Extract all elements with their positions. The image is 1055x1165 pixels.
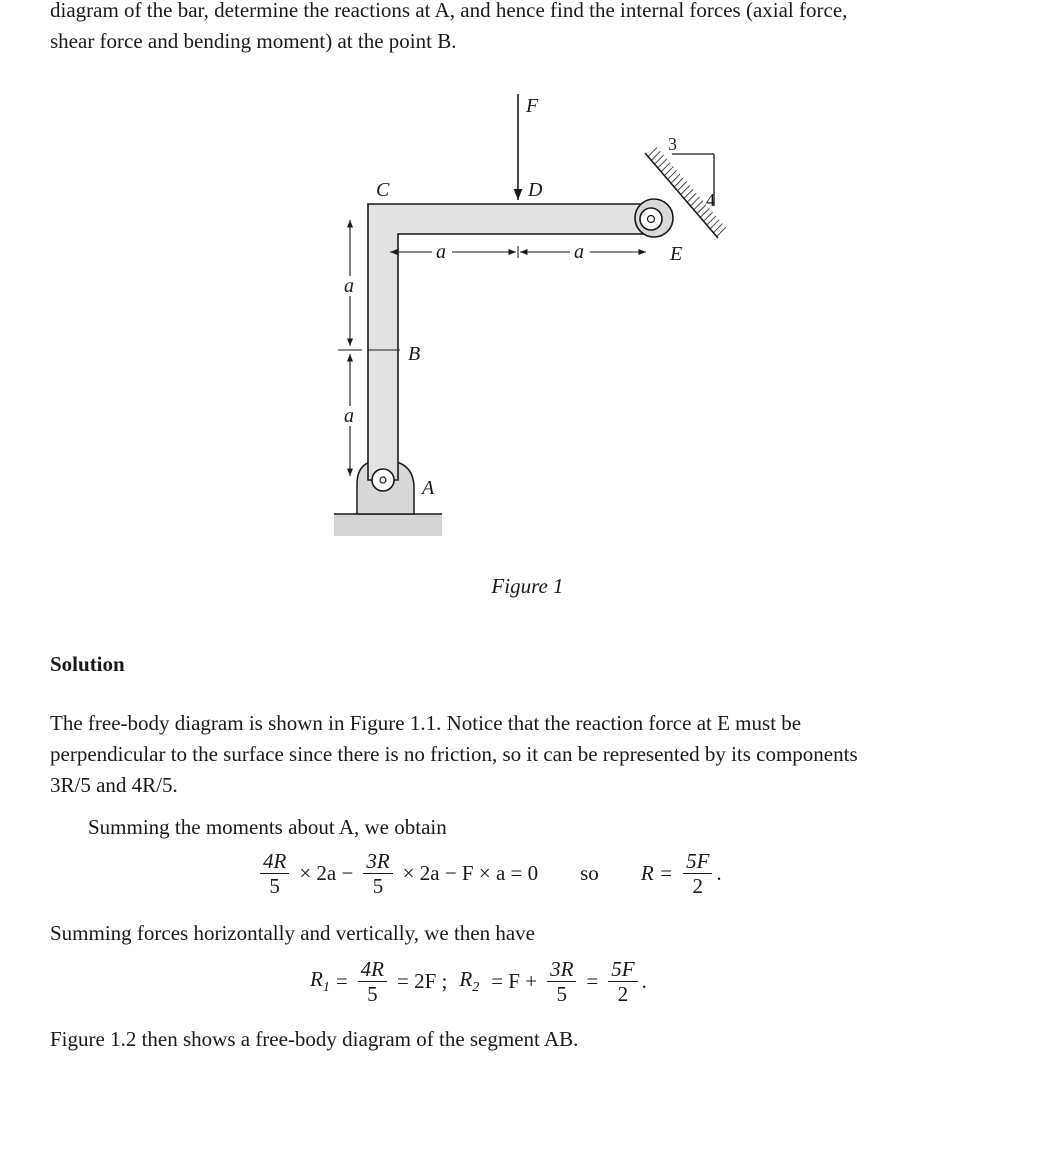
roller-e-inner (648, 216, 655, 223)
eq2-fraction-2 (547, 958, 576, 1005)
para1-line-3: 3R/5 and 4R/5. (50, 773, 178, 797)
eq1-f2-den: 5 (372, 874, 384, 898)
figure-1-diagram (320, 88, 740, 548)
intro-line-2: shear force and bending moment) at the point B. (50, 29, 457, 53)
label-f: F (526, 95, 539, 117)
eq1-f1-num: 4R (260, 850, 289, 874)
eq1-f2-num: 3R (363, 850, 392, 874)
solution-paragraph-1 (50, 708, 1002, 801)
eq2-f2-den: 5 (556, 982, 567, 1006)
eq1-so: so (580, 861, 599, 885)
eq1-fraction-1 (260, 850, 289, 897)
eq2-r2: $R_2$ (459, 966, 480, 996)
eq2-eq-b: = F + (491, 969, 538, 993)
eq1-term-2: × 2a − F × a = 0 (402, 861, 539, 885)
solution-paragraph-4: Figure 1.2 then shows a free-body diagram of the segment AB. (50, 1027, 579, 1051)
label-slope-run: 3 (668, 134, 677, 154)
eq2-eq-a: = (335, 969, 348, 993)
eq2-r1: $R_1$ (310, 966, 330, 996)
label-e: E (670, 243, 683, 265)
eq1-f3-num: 5F (683, 850, 712, 874)
label-c: C (376, 179, 390, 201)
eq2-f3-num: 5F (608, 958, 637, 982)
eq1-end: . (716, 861, 722, 885)
eq2-f3-den: 2 (617, 982, 629, 1006)
l-shaped-bar (368, 204, 650, 480)
eq2-f2-num: 3R (547, 958, 576, 982)
solution-paragraph-2: Summing the moments about A, we obtain (88, 815, 447, 839)
label-dim-a-vertical-1: a (344, 275, 354, 297)
solution-paragraph-3: Summing forces horizontally and vertically, we then have (50, 921, 535, 945)
label-slope-rise: 4 (706, 190, 715, 210)
eq1-f1-den: 5 (269, 874, 280, 898)
pin-a-inner (380, 477, 386, 483)
eq1-fraction-2 (363, 850, 392, 897)
force-equations (310, 958, 647, 1005)
label-dim-a-horizontal-2: a (574, 241, 584, 263)
label-b: B (408, 343, 421, 365)
label-dim-a-horizontal-1: a (436, 241, 446, 263)
eq2-fraction-1 (358, 958, 387, 1005)
figure-caption: Figure 1 (491, 574, 564, 598)
eq2-end: . (641, 969, 647, 993)
label-a: A (422, 477, 435, 499)
label-d: D (528, 179, 543, 201)
problem-statement (50, 0, 1010, 57)
eq2-f1-den: 5 (367, 982, 378, 1006)
label-dim-a-vertical-2: a (344, 405, 354, 427)
para1-line-2: perpendicular to the surface since there is no friction, so it can be represented by its components (50, 742, 858, 766)
eq2-fraction-3 (608, 958, 637, 1005)
intro-line-1: diagram of the bar, determine the reactions at A, and hence find the internal forces (axial force, (50, 0, 848, 22)
eq2-term-1: = 2F ; (397, 969, 448, 993)
eq2-f1-num: 4R (358, 958, 387, 982)
eq2-eq-c: = (586, 969, 599, 993)
solution-heading: Solution (50, 652, 125, 676)
eq1-fraction-3 (683, 850, 712, 897)
eq1-f3-den: 2 (692, 874, 703, 898)
para1-line-1: The free-body diagram is shown in Figure 1.1. Notice that the reaction force at E must be (50, 711, 802, 735)
eq1-term-1: × 2a − (299, 861, 354, 885)
moment-equation (256, 850, 722, 897)
eq1-lhs: R = (640, 861, 674, 885)
ground-support-a (334, 514, 442, 536)
